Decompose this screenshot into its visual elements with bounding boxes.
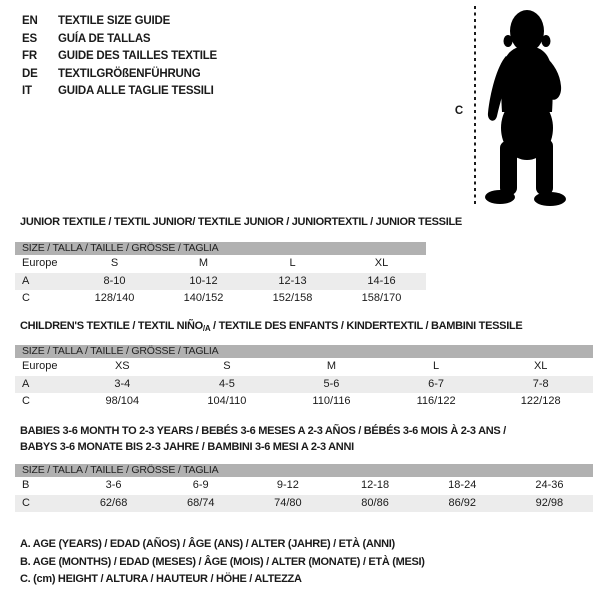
size-header-bar: SIZE / TALLA / TAILLE / GRÖSSE / TAGLIA xyxy=(15,242,426,255)
size-cell: S xyxy=(110,257,119,269)
children-size-table xyxy=(15,345,593,411)
lang-code: DE xyxy=(22,67,38,80)
size-cell: 3-4 xyxy=(114,377,131,390)
height-measure-dotted-line xyxy=(474,6,476,207)
size-cell: 4-5 xyxy=(218,377,235,390)
table-row-age xyxy=(15,376,593,394)
babies-title-line1: BABIES 3-6 MONTH TO 2-3 YEARS / BEBÉS 3-6 MESES A 2-3 AÑOS / BÉBÉS 3-6 MOIS À 2-3 ANS / xyxy=(20,425,506,437)
lang-row-it xyxy=(22,83,217,101)
babies-title-line2: BABYS 3-6 MONATE BIS 2-3 JAHRE / BAMBINI 3-6 MESI A 2-3 ANNI xyxy=(20,441,354,453)
row-label-cell: C xyxy=(22,292,30,304)
size-cell: 74/80 xyxy=(274,496,302,509)
size-cell: 98/104 xyxy=(105,395,140,407)
table-row-height xyxy=(15,393,593,411)
size-header-bar: SIZE / TALLA / TAILLE / GRÖSSE / TAGLIA xyxy=(15,345,593,358)
size-cell: 12-18 xyxy=(361,479,390,491)
row-label-cell: A xyxy=(22,274,30,287)
size-cell: 14-16 xyxy=(367,274,396,287)
size-cell: 140/152 xyxy=(183,292,224,304)
children-title-subscript: /A xyxy=(202,324,211,333)
lang-row-de xyxy=(22,66,217,84)
table-row-europe xyxy=(15,255,426,273)
size-cell: 10-12 xyxy=(189,274,218,287)
note-age-years: A. AGE (YEARS) / EDAD (AÑOS) / ÂGE (ANS) / ALTER (JAHRE) / ETÀ (ANNI) xyxy=(20,538,395,550)
lang-label: GUIDE DES TAILLES TEXTILE xyxy=(58,50,217,62)
babies-size-table xyxy=(15,464,593,512)
size-cell: M xyxy=(198,257,209,269)
table-row-height xyxy=(15,495,593,513)
size-cell: L xyxy=(289,257,296,269)
size-cell: 158/170 xyxy=(361,292,402,304)
size-cell: 18-24 xyxy=(448,479,477,491)
size-cell: 8-10 xyxy=(103,274,126,287)
size-cell: 7-8 xyxy=(532,377,549,390)
lang-row-en xyxy=(22,13,217,31)
row-label-cell: Europe xyxy=(22,257,58,269)
row-label-cell: B xyxy=(22,479,30,491)
children-title-post: / TEXTILE DES ENFANTS / KINDERTEXTIL / BAMBINI TESSILE xyxy=(210,320,523,332)
lang-code: IT xyxy=(22,85,32,97)
language-list xyxy=(22,13,217,101)
note-age-months: B. AGE (MONTHS) / EDAD (MESES) / ÂGE (MOIS) / ALTER (MONATE) / ETÀ (MESI) xyxy=(20,555,425,568)
size-cell: 68/74 xyxy=(186,496,215,509)
table-row-height xyxy=(15,290,426,308)
size-cell: 116/122 xyxy=(416,395,456,407)
lang-code: FR xyxy=(22,50,37,62)
size-cell: 12-13 xyxy=(278,274,307,287)
size-cell: 6-9 xyxy=(192,479,209,491)
size-cell: 122/128 xyxy=(520,395,561,407)
lang-label: TEXTILGRÖßENFÜHRUNG xyxy=(58,67,201,80)
size-cell: XL xyxy=(533,360,548,372)
table-row-age xyxy=(15,273,426,291)
size-cell: 3-6 xyxy=(105,479,122,491)
lang-row-es xyxy=(22,31,217,49)
babies-table-title xyxy=(20,423,506,455)
size-cell: M xyxy=(326,360,337,372)
table-row-age-months xyxy=(15,477,593,495)
lang-row-fr xyxy=(22,48,217,66)
size-cell: S xyxy=(223,360,231,372)
lang-label: GUIDA ALLE TAGLIE TESSILI xyxy=(58,85,214,97)
row-label-cell: A xyxy=(22,377,30,390)
legend-notes xyxy=(20,536,425,589)
size-cell: 128/140 xyxy=(94,292,135,304)
lang-code: ES xyxy=(22,32,37,45)
size-cell: 5-6 xyxy=(323,377,340,390)
size-cell: 92/98 xyxy=(535,496,564,509)
baby-silhouette-icon xyxy=(483,8,573,208)
size-cell: L xyxy=(433,360,440,372)
lang-code: EN xyxy=(22,15,38,27)
size-cell: 110/116 xyxy=(312,395,351,407)
size-cell: 86/92 xyxy=(448,496,476,509)
table-row-europe xyxy=(15,358,593,376)
note-height-cm: C. (cm) HEIGHT / ALTURA / HAUTEUR / HÖHE / ALTEZZA xyxy=(20,573,302,585)
size-cell: 24-36 xyxy=(535,479,564,491)
junior-table-title: JUNIOR TEXTILE / TEXTIL JUNIOR/ TEXTILE JUNIOR / JUNIORTEXTIL / JUNIOR TESSILE xyxy=(20,216,462,228)
size-header-bar: SIZE / TALLA / TAILLE / GRÖSSE / TAGLIA xyxy=(15,464,593,477)
size-cell: XS xyxy=(114,360,130,372)
size-cell: 152/158 xyxy=(272,292,313,304)
row-label-cell: C xyxy=(22,496,30,509)
children-title-pre: CHILDREN'S TEXTILE / TEXTIL NIÑO xyxy=(20,320,203,332)
size-cell: 80/86 xyxy=(361,496,389,509)
size-cell: 62/68 xyxy=(99,496,128,509)
row-label-cell: Europe xyxy=(22,360,58,372)
size-cell: 9-12 xyxy=(276,479,299,491)
junior-size-table xyxy=(15,242,426,308)
size-cell: 104/110 xyxy=(207,395,247,407)
children-table-title xyxy=(20,320,522,335)
size-cell: XL xyxy=(374,257,389,269)
measure-label-c: C xyxy=(454,105,464,117)
lang-label: GUÍA DE TALLAS xyxy=(58,32,151,45)
size-cell: 6-7 xyxy=(428,377,445,390)
row-label-cell: C xyxy=(22,395,30,407)
lang-label: TEXTILE SIZE GUIDE xyxy=(58,15,171,27)
